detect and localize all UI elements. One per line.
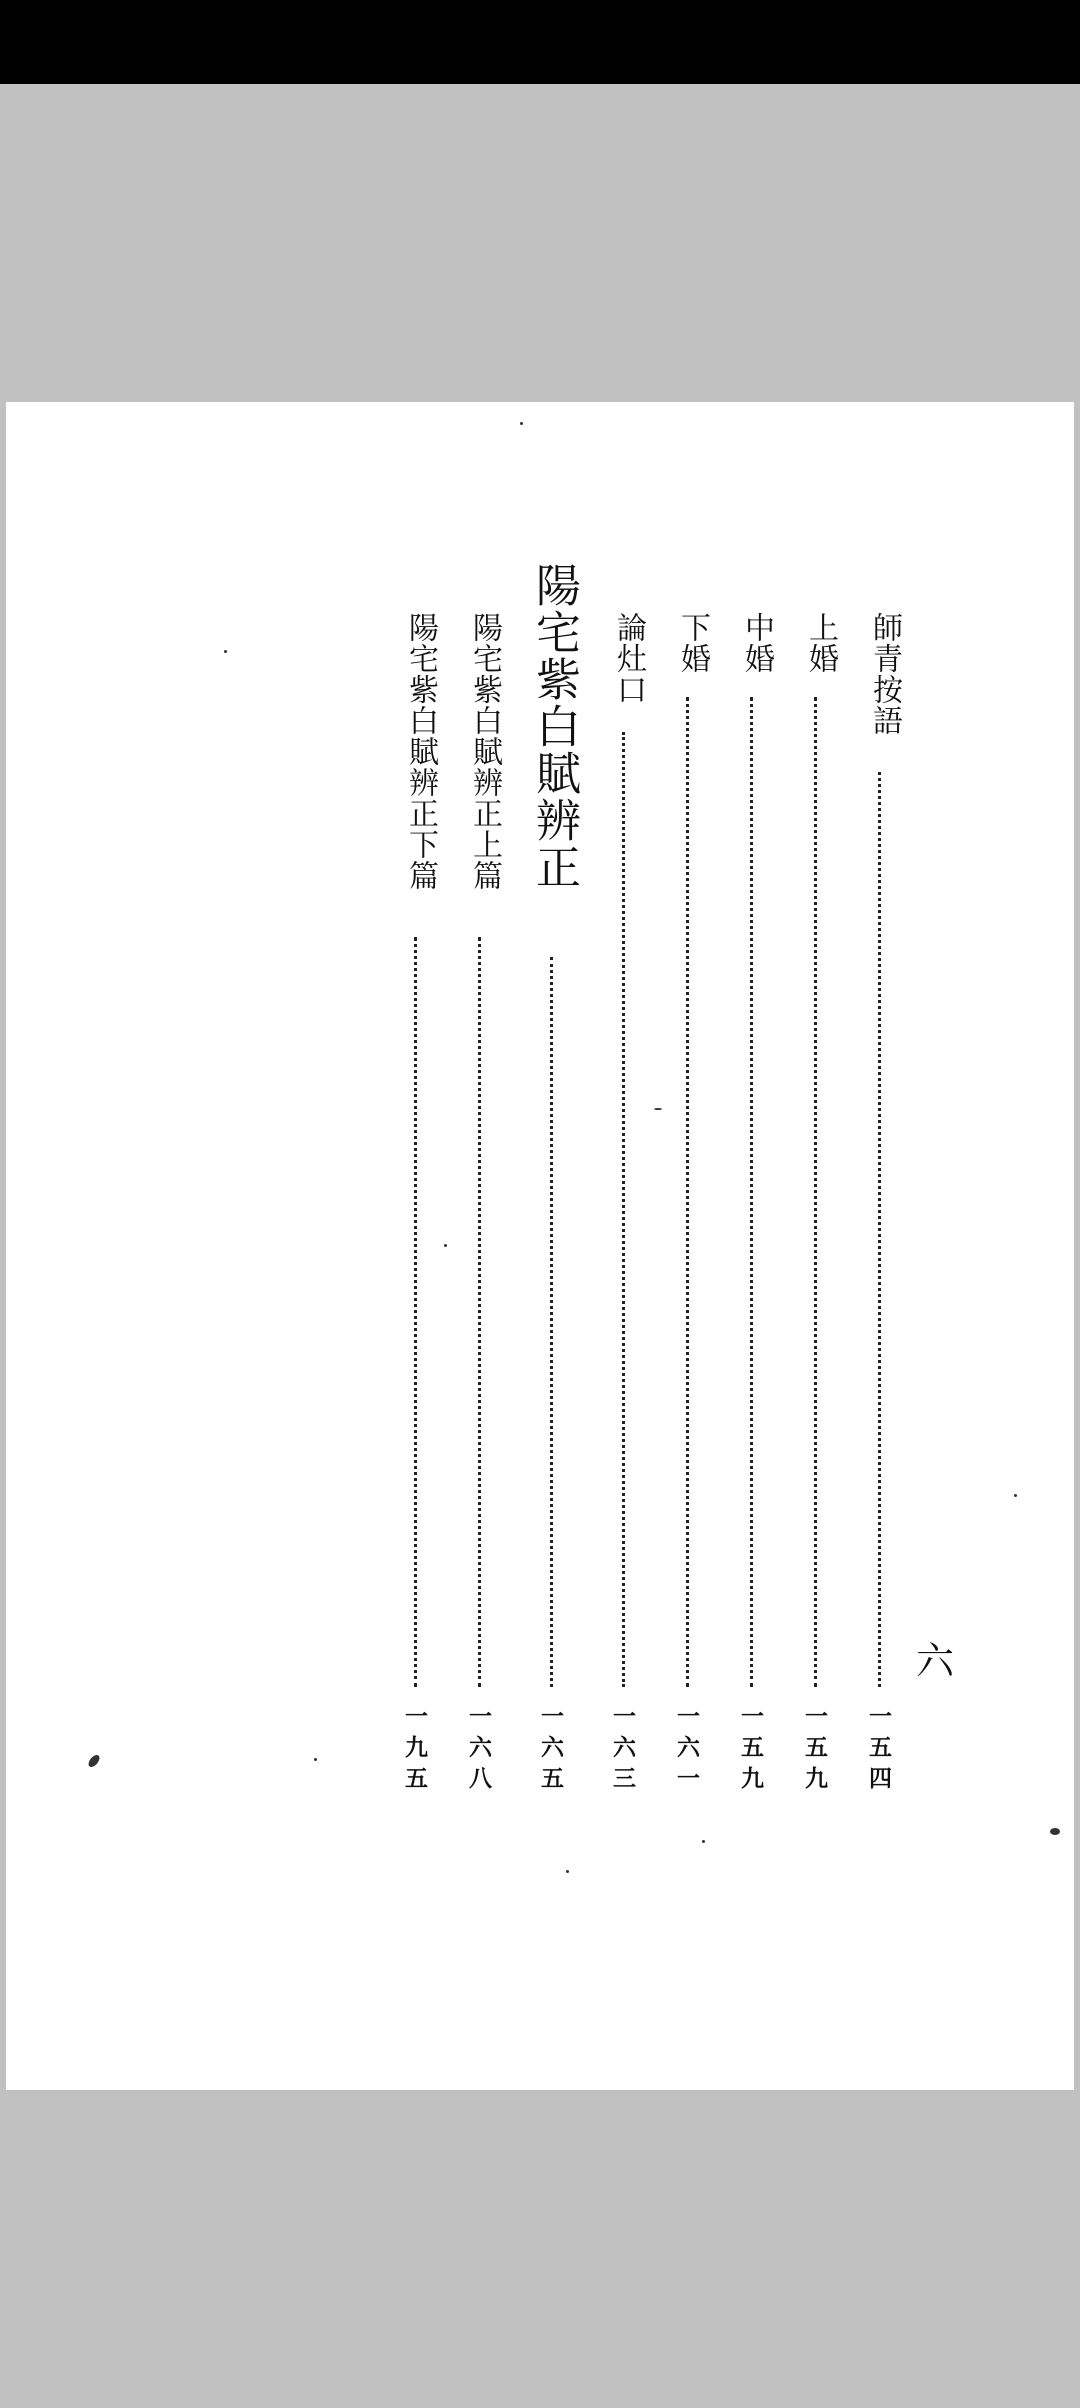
toc-entry-title: 師青按語 <box>867 612 902 736</box>
scan-speck <box>520 422 523 425</box>
toc-leader-dots <box>550 957 553 1687</box>
scan-speck <box>444 1244 447 1247</box>
toc-entry-title: 論灶口 <box>611 612 646 705</box>
status-bar <box>0 0 1080 84</box>
scan-speck <box>1050 1828 1060 1835</box>
toc-leader-dots <box>750 697 753 1687</box>
toc-entry-title: 上婚 <box>803 612 838 674</box>
toc-entry-page: 一六五 <box>537 1704 564 1797</box>
toc-entry-page: 一六八 <box>465 1704 492 1797</box>
scan-speck <box>224 650 227 653</box>
toc-entry-page: 一九五 <box>401 1704 428 1797</box>
toc-leader-dots <box>878 772 881 1687</box>
page-folio-number: 六 <box>916 1639 955 1683</box>
scan-speck <box>702 1840 705 1843</box>
scan-speck <box>314 1758 317 1761</box>
toc-entry-page: 一五九 <box>801 1704 828 1797</box>
toc-leader-dots <box>414 937 417 1687</box>
toc-leader-dots <box>814 697 817 1687</box>
toc-leader-dots <box>478 937 481 1687</box>
scan-speck <box>566 1870 569 1873</box>
toc-entry-title: 陽宅紫白賦辨正上篇 <box>467 612 502 891</box>
toc-entry-page: 一五四 <box>865 1704 892 1797</box>
toc-leader-dots <box>686 697 689 1687</box>
toc-entry-page: 一五九 <box>737 1704 764 1797</box>
toc-entry-title: 陽宅紫白賦辨正下篇 <box>403 612 438 891</box>
scan-speck <box>1014 1494 1017 1497</box>
scan-speck <box>86 1753 101 1769</box>
toc-entry-page: 一六一 <box>673 1704 700 1797</box>
toc-leader-dots <box>622 732 625 1687</box>
toc-entry-title: 陽宅紫白賦辨正 <box>528 562 581 891</box>
toc-entry-page: 一六三 <box>609 1704 636 1797</box>
toc-entry-title: 下婚 <box>675 612 710 674</box>
book-page <box>6 402 1074 2090</box>
toc-entry-title: 中婚 <box>739 612 774 674</box>
scan-speck <box>654 1108 662 1110</box>
